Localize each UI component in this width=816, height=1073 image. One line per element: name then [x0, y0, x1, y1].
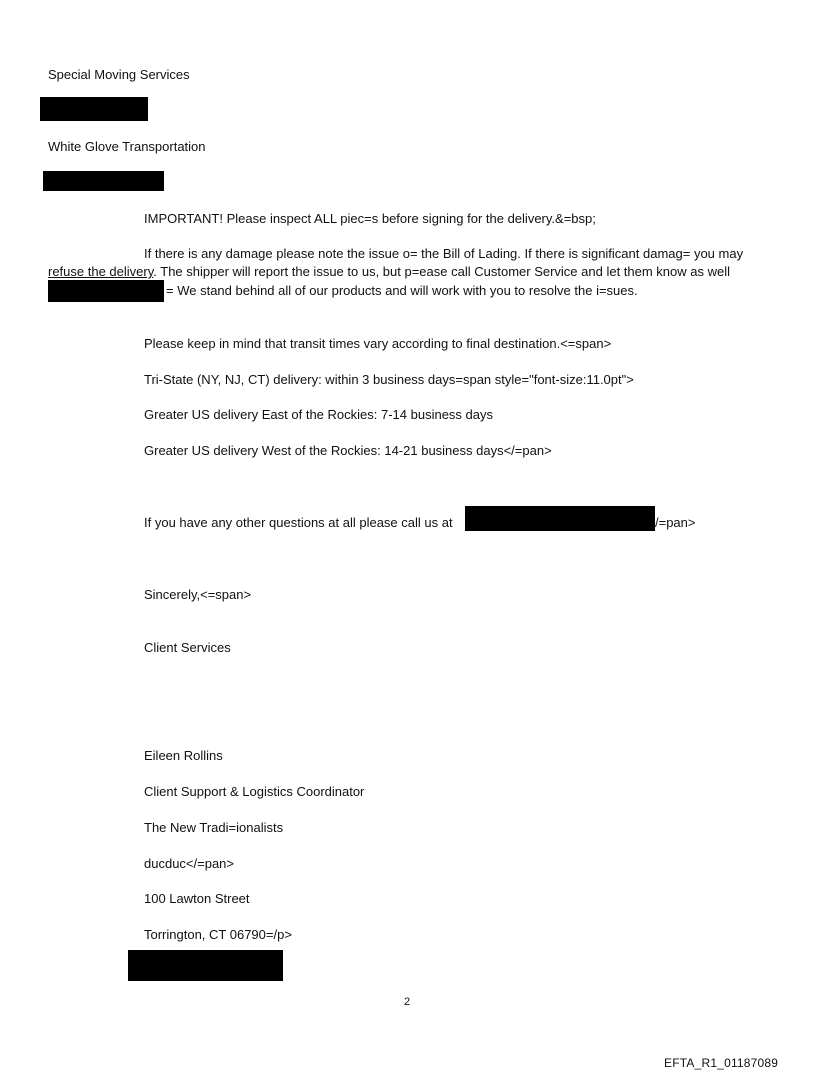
- redaction-block: [465, 506, 655, 531]
- service-name: White Glove Transportation: [48, 139, 206, 154]
- signature-extra: ducduc</=pan>: [144, 856, 234, 871]
- transit-east: Greater US delivery East of the Rockies: 7-14 business days: [144, 407, 493, 422]
- signature-street: 100 Lawton Street: [144, 891, 250, 906]
- signature-title: Client Support & Logistics Coordinator: [144, 784, 365, 799]
- closing: Sincerely,<=span>: [144, 587, 252, 602]
- transit-west: Greater US delivery West of the Rockies: 14-21 business days</=pan>: [144, 443, 552, 458]
- department: Client Services: [144, 640, 231, 655]
- damage-paragraph-line-2-rest: . The shipper will report the issue to us, but p=ease call Customer Service and let them know as well: [153, 264, 731, 279]
- document-id: EFTA_R1_01187089: [664, 1056, 779, 1070]
- transit-intro: Please keep in mind that transit times vary according to final destination.<=span>: [144, 336, 612, 351]
- transit-tristate: Tri-State (NY, NJ, CT) delivery: within 3 business days=span style="font-size:11.0pt">: [144, 372, 634, 387]
- redaction-block: [43, 171, 164, 191]
- company-name: Special Moving Services: [48, 67, 190, 82]
- questions-tail: /=pan>: [655, 515, 696, 530]
- redaction-block: [40, 97, 148, 121]
- page-number: 2: [404, 996, 411, 1008]
- signature-name: Eileen Rollins: [144, 748, 223, 763]
- refuse-delivery-text: refuse the delivery: [48, 264, 154, 279]
- questions-text: If you have any other questions at all please call us at: [144, 515, 453, 530]
- signature-city: Torrington, CT 06790=/p>: [144, 927, 292, 942]
- damage-paragraph-line-1: If there is any damage please note the issue o= the Bill of Lading. If there is significant damag= you may: [144, 246, 744, 261]
- signature-company: The New Tradi=ionalists: [144, 820, 284, 835]
- damage-paragraph-line-2: [48, 264, 730, 280]
- important-notice: IMPORTANT! Please inspect ALL piec=s before signing for the delivery.&=bsp;: [144, 211, 596, 226]
- redaction-block: [48, 280, 164, 302]
- damage-paragraph-line-3: = We stand behind all of our products and will work with you to resolve the i=sues.: [166, 283, 638, 298]
- redaction-block: [128, 950, 283, 981]
